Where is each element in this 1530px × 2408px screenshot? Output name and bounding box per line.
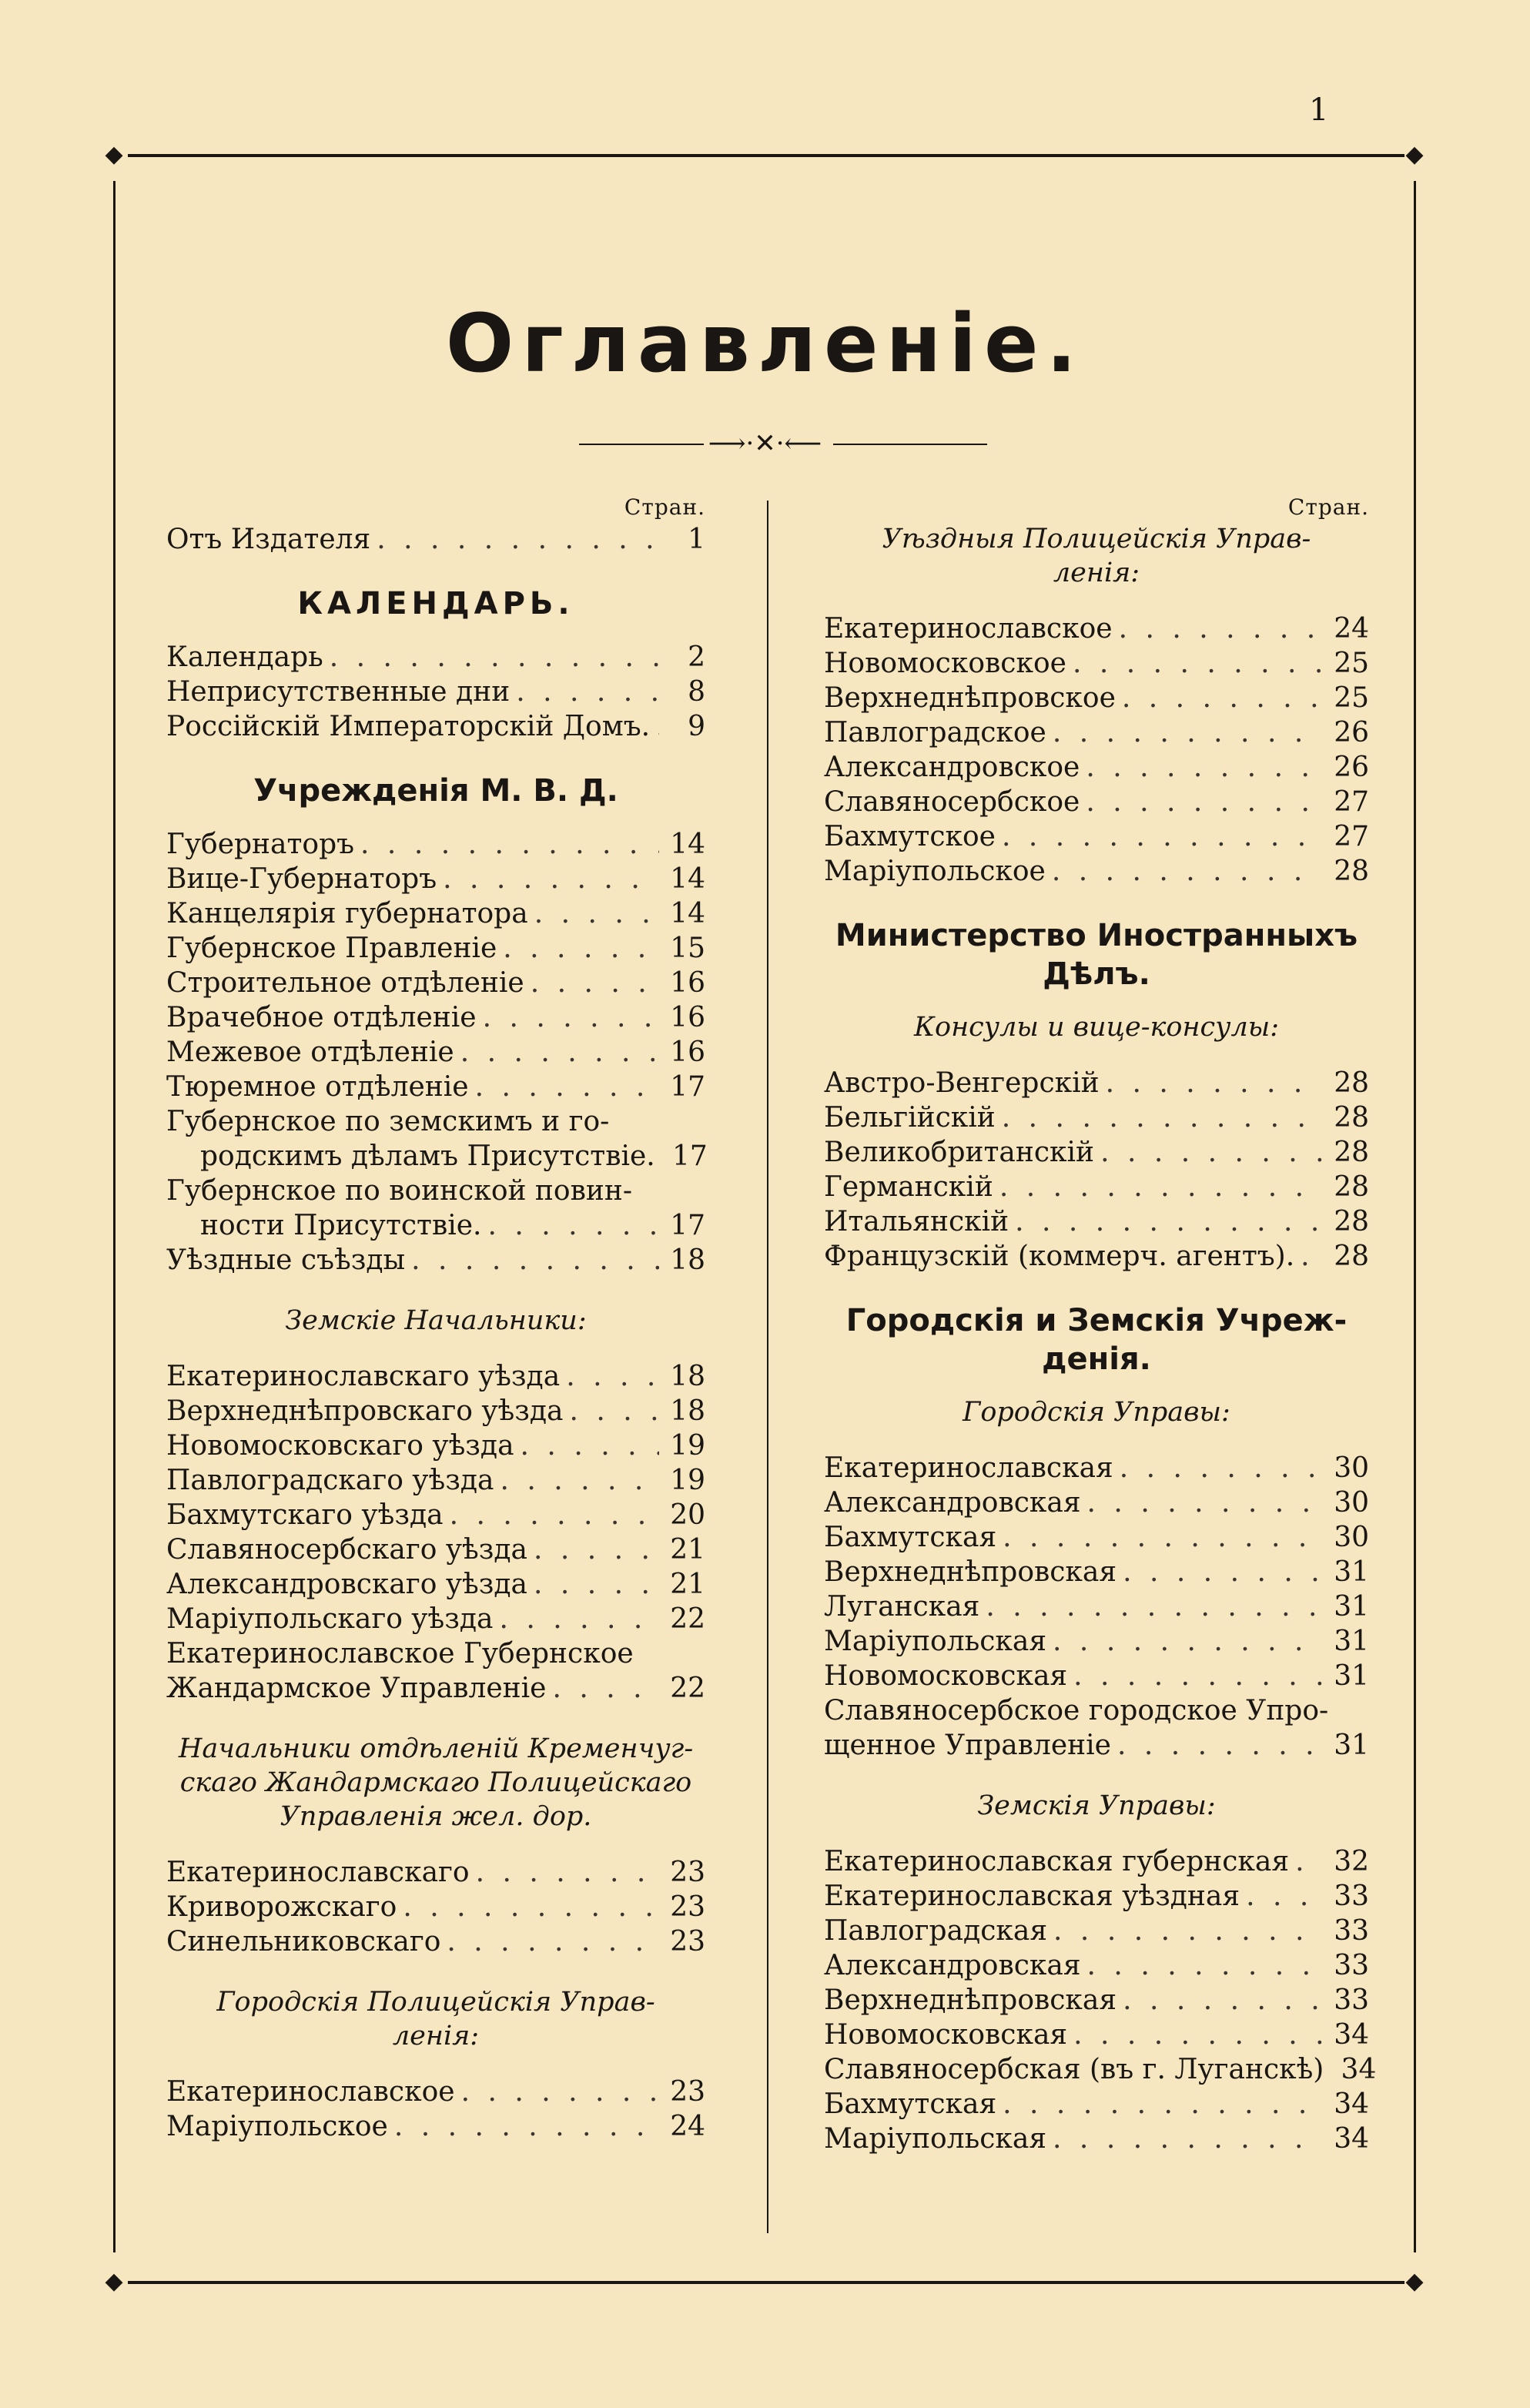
toc-entry: Канцелярія губернатора . . . 14 [166,896,705,931]
toc-entry: Бельгійскій . . . 28 [824,1100,1369,1135]
toc-entry: Екатеринославская . . . 30 [824,1451,1369,1485]
ornament-icon: ⟶·✕·⟵ [704,428,827,459]
toc-entry: Маріупольское . . . 24 [166,2109,705,2144]
toc-entry: Павлоградское . . . 26 [824,715,1369,750]
column-divider [767,501,768,2233]
toc-entry: Календарь . . . 2 [166,640,705,675]
section-heading-calendar: КАЛЕНДАРЬ. [297,586,574,621]
toc-entry: Луганская . . . 31 [824,1589,1369,1624]
toc-entry: Павлоградскаго уѣзда . . . 19 [166,1463,705,1498]
toc-entry: Строительное отдѣленіе . . . 16 [166,966,705,1000]
subsection-heading-uezd-police: Уѣздныя Полицейскія Управ- ленія: [882,524,1311,588]
toc-entry-wrap: Екатеринославское Губернское [166,1638,634,1670]
toc-entry: Криворожскаго . . . 23 [166,1890,705,1924]
toc-entry: Маріупольское . . . 28 [824,854,1369,889]
frame-right-rule [1414,181,1416,2252]
toc-entry: Бахмутская . . . 30 [824,1520,1369,1555]
toc-entry: Славяносербское . . . 27 [824,785,1369,819]
toc-entry: Александровскаго уѣзда . . . 21 [166,1567,705,1602]
toc-entry: Австро-Венгерскій . . . 28 [824,1066,1369,1100]
page-column-heading: Стран. [1287,494,1369,520]
toc-entry: Верхнеднѣпровская . . . 33 [824,1983,1369,2018]
corner-ornament-icon: ◆ [1405,2268,1424,2295]
toc-entry: Россійскій Императорскій Домъ. . . . 9 [166,709,705,744]
toc-left-column [166,493,708,2144]
toc-entry-wrap: Славяносербское городское Упро- [824,1695,1329,1726]
subsection-heading-zemskie: Земскіе Начальники: [285,1305,587,1336]
toc-entry: Губернаторъ . . . 14 [166,827,705,862]
section-heading-foreign-ministry: Министерство Иностранныхъ Дѣлъ. [835,918,1358,992]
toc-entry: Неприсутственные дни . . . 8 [166,675,705,709]
section-heading-city-zemstvo: Городскія и Земскія Учреж- денія. [845,1303,1348,1377]
toc-entry: Уѣздные съѣзды . . . 18 [166,1243,705,1278]
toc-entry: Новомосковская . . . 31 [824,1659,1369,1693]
toc-entry: Маріупольская . . . 34 [824,2122,1369,2156]
toc-entry: Новомосковскаго уѣзда . . . 19 [166,1428,705,1463]
toc-entry: Екатеринославскаго уѣзда . . . 18 [166,1359,705,1394]
frame-left-rule [113,181,116,2252]
toc-entry: Жандармское Управленіе . . . 22 [166,1671,705,1706]
subsection-heading-city-police: Городскія Полицейскія Управ- ленія: [216,1987,655,2051]
subsection-heading-zemstvo-boards: Земскія Управы: [977,1790,1216,1821]
toc-entry: Итальянскій . . . 28 [824,1204,1369,1239]
toc-entry-wrap: Губернское по воинской повин- [166,1175,633,1207]
toc-entry: Бахмутское . . . 27 [824,819,1369,854]
toc-entry: Александровская . . . 33 [824,1948,1369,1983]
subsection-heading-consuls: Консулы и вице-консулы: [913,1012,1280,1043]
toc-entry: Синельниковскаго . . . 23 [166,1924,705,1959]
toc-entry-publisher: Отъ Издателя . . . 1 [166,522,705,557]
page-number: 1 [1309,92,1329,128]
toc-entry: Славяносербскаго уѣзда . . . 21 [166,1532,705,1567]
toc-entry: Губернское Правленіе . . . 15 [166,931,705,966]
toc-entry: Германскій . . . 28 [824,1170,1369,1204]
toc-entry: Верхнеднѣпровскаго уѣзда . . . 18 [166,1394,705,1428]
toc-entry: Екатеринославская губернская . . . 32 [824,1844,1369,1879]
toc-entry: щенное Управленіе . . . 31 [824,1728,1369,1763]
corner-ornament-icon: ◆ [105,2268,123,2295]
title-ornament [0,428,1530,459]
toc-entry: Славяносербская (въ г. Луганскѣ) . . . 34 [824,2052,1369,2087]
corner-ornament-icon: ◆ [105,141,123,168]
toc-entry: Александровское . . . 26 [824,750,1369,785]
frame-bottom-rule [128,2281,1404,2284]
toc-right-column [824,493,1377,2156]
page-title: Оглавленіе. [445,296,1085,390]
section-heading-mvd: Учрежденія М. В. Д. [253,773,618,809]
toc-entry: родскимъ дѣламъ Присутствіе. . . . 17 [166,1139,705,1174]
corner-ornament-icon: ◆ [1405,141,1424,168]
toc-entry: Павлоградская . . . 33 [824,1914,1369,1948]
toc-entry: ности Присутствіе. . . . 17 [166,1208,705,1243]
toc-entry: Александровская . . . 30 [824,1485,1369,1520]
subsection-heading-city-boards: Городскія Управы: [963,1397,1230,1428]
toc-entry: Вице-Губернаторъ . . . 14 [166,862,705,896]
toc-entry: Екатеринославская уѣздная . . . 33 [824,1879,1369,1914]
toc-entry: Маріупольская . . . 31 [824,1624,1369,1659]
toc-entry: Тюремное отдѣленіе . . . 17 [166,1070,705,1104]
toc-entry: Новомосковская . . . 34 [824,2018,1369,2052]
toc-entry: Бахмутскаго уѣзда . . . 20 [166,1498,705,1532]
page-column-heading: Стран. [624,494,705,520]
toc-entry: Верхнеднѣпровская . . . 31 [824,1555,1369,1589]
toc-entry: Французскій (коммерч. агентъ). . . . 28 [824,1239,1369,1274]
frame-top-rule [128,154,1404,157]
toc-entry: Межевое отдѣленіе . . . 16 [166,1035,705,1070]
toc-entry: Великобританскій . . . 28 [824,1135,1369,1170]
subsection-heading-rail-gendarmes: Начальники отдѣленій Кременчуг- скаго Жандармскаго Полицейскаго Управленія жел. дор. [178,1733,694,1832]
toc-entry: Екатеринославское . . . 24 [824,611,1369,646]
toc-entry: Маріупольскаго уѣзда . . . 22 [166,1602,705,1636]
toc-entry: Бахмутская . . . 34 [824,2087,1369,2122]
toc-entry: Врачебное отдѣленіе . . . 16 [166,1000,705,1035]
toc-entry: Верхнеднѣпровское . . . 25 [824,681,1369,715]
toc-entry: Екатеринославское . . . 23 [166,2075,705,2109]
toc-entry: Новомосковское . . . 25 [824,646,1369,681]
toc-entry: Екатеринославскаго . . . 23 [166,1855,705,1890]
toc-entry-wrap: Губернское по земскимъ и го- [166,1106,610,1137]
